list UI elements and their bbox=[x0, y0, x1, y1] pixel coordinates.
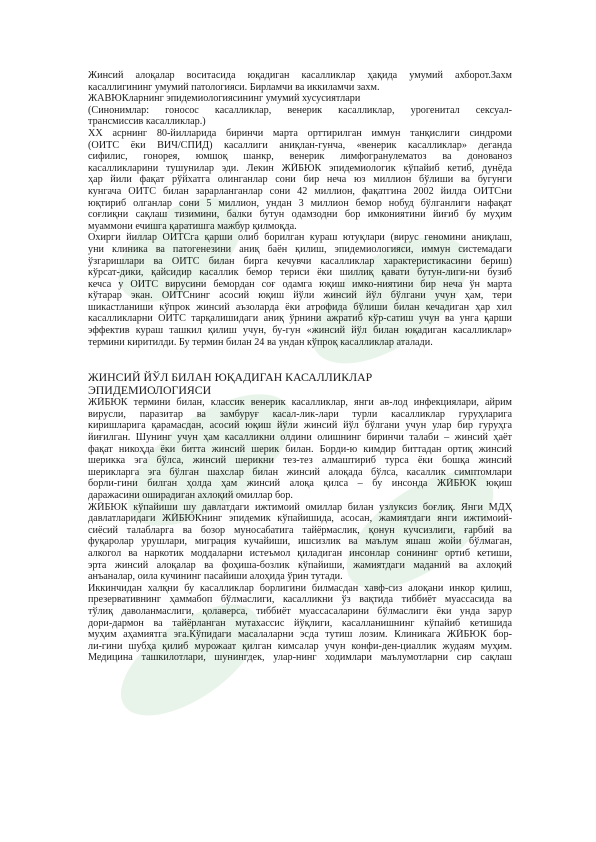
text-line: дори-дармон ва тайёрланган мутахассис йўқлиги, касалланишнинг кўпайиб кетишида bbox=[88, 617, 512, 629]
text-line: ЖАВЮКларнинг эпидемиологиясининг умумий хусусиятлари bbox=[88, 93, 361, 105]
text-line: тўлиқ даволанмаслиги, қолаверса, тиббиёт муассасаларини бўлмаслиги ёки унда зарур bbox=[88, 605, 512, 617]
section-epidemiology bbox=[88, 397, 512, 664]
text-line: сифилис, гонорея, юмшоқ шанкр, венерик лимфогранулематоз ва донованоз bbox=[88, 151, 512, 163]
text-line: фуқаролар урушлари, миграция кучайиши, ишсизлик ва маълум яшаш жойи бўлмаган, bbox=[88, 536, 512, 548]
text-line: киришларига қарамасдан, асосий юқиш йўли жинсий йўл бўлгани учун улар бир гуруҳга bbox=[88, 420, 512, 432]
text-line: касалликларни ОИТС тарқалишидаги аниқ ўрнини ажратиб кўр-сатиш учун ва унга қарши bbox=[88, 313, 512, 325]
text-line: XX асрнинг 80-йилларида биринчи марта орттирилган иммун танқислиги синдроми bbox=[88, 127, 512, 139]
text-line: давлатларидаги ЖЙБЮКнинг эпидемик кўпайишида, асосан, жамиятдаги янги ижтимоий- bbox=[88, 513, 512, 525]
text-line: муаммони ечишга қаратишга мажбур қилмоқда. bbox=[88, 220, 297, 232]
text-line: Жинсий алоқалар воситасида юқадиган касалликлар ҳақида умумий ахборот.Захм bbox=[88, 70, 512, 81]
text-line: эффектив кураш ташкил қилиш учун, бу-гун «жинсий йўл билан юқадиган касалликлар» bbox=[88, 325, 512, 337]
text-line: ли-гини шубҳа қилиб мурожаат қилган кимсалар учун конфи-ден-циаллик жудаям муҳим. bbox=[88, 640, 512, 652]
text-line: ЖЙБЮК кўпайиши шу давлатдаги ижтимоий омиллар билан узлуксиз боғлиқ. Янги МДҲ bbox=[88, 501, 512, 513]
text-line: ўзгаришлари ва ОИТС билан бирга кечувчи касалликлар характеристикасини бериш) bbox=[88, 255, 512, 267]
text-line: Охирги йиллар ОИТСга қарши олиб борилган кураш ютуқлари (вирус геномини аниқлаш, bbox=[88, 232, 512, 244]
text-line: йиғилган. Шунинг учун ҳам касалликни олдини олишнинг биринчи талаби – жинсий ҳаёт bbox=[88, 432, 512, 444]
text-line: презервативнинг ҳаммабоп бўлмаслиги, касалликни ўз вақтида тиббиёт муассасида ва bbox=[88, 594, 512, 606]
text-line: кунгача ОИТС билан зарарланганлар сони 42 миллион, фақатгина 2002 йилда ОИТСни bbox=[88, 185, 512, 197]
text-line: эрта жинсий алоқалар ва фоҳиша-бозлик кўпайиши, жамиятдаги маданий ва ахлоқий bbox=[88, 559, 512, 571]
text-line: анъаналар, оила кучининг пасайиши алоҳида ўрин тутади. bbox=[88, 571, 343, 583]
text-line: касалликларини тушунилар эди. Лекин ЖЙБЮК эпидемиологик кўпайиб кетиб, дунёда bbox=[88, 162, 512, 174]
text-line: сиёсий талабларга ва бозор муносабатига тайёрмаслик, қонун кучсизлиги, ғарбий ва bbox=[88, 524, 512, 536]
document-page bbox=[88, 70, 512, 664]
text-line: (Синонимлар: гонococ касалликлар, венерик касалликлар, урогенитал сексуал- bbox=[88, 104, 512, 116]
text-line: Иккинчидан халқни бу касалликлар борлигини билмасдан хавф-сиз алоқани инкор қилиш, bbox=[88, 582, 512, 594]
text-line: шерикларга эга бўлган шахслар билан жинсий алоқада бўлса, касаллик симптомлари bbox=[88, 466, 512, 478]
text-line: муҳим аҳамиятга эга.Кўпидаги масалаларни эсда тутиш лозим. Клиникага ЖЙБЮК бор- bbox=[88, 629, 512, 641]
text-line: борли-гини билган ҳолда ҳам жинсий алоқа қилса – бу инсонда ЖЙБЮК юқиш bbox=[88, 478, 512, 490]
text-line: ЖЙБЮК термини билан, классик венерик касалликлар, янги ав-лод инфекциялари, айрим bbox=[88, 397, 512, 409]
text-line: вирусли, паразитар ва замбуруғ касал-лик-лари турли касалликлар гуруҳларига bbox=[88, 408, 512, 420]
text-line: шерикка эга бўлса, жинсий шерикни тез-тез алмаштириб турса ёки бошқа жинсий bbox=[88, 455, 512, 467]
text-line: кўрсат-дики, қайсидир касаллик бемор териси ёки шиллиқ қавати бутун-лиги-ни бузиб bbox=[88, 267, 512, 279]
heading-line-2: ЭПИДЕМИОЛОГИЯСИ bbox=[88, 384, 212, 398]
text-line: термини киритилди. Бу термин билан 24 ва ундан кўпроқ касалликлар аталади. bbox=[88, 336, 433, 348]
text-line: соғлиқни сақлаш тизимини, балки бутун одамзодни бор имкониятини йиғиб бу муҳим bbox=[88, 209, 512, 221]
heading-line-1: ЖИНСИЙ ЙЎЛ БИЛАН ЮҚАДИГАН КАСАЛЛИКЛАР bbox=[88, 371, 373, 385]
text-line: трансмиссив касалликлар.) bbox=[88, 116, 206, 128]
text-line: касаллигининг умумий патологияси. Бирламчи ва иккиламчи захм. bbox=[88, 81, 380, 93]
text-line: (ОИТС ёки ВИЧ/СПИД) касаллиги аниқлан-гунча, «венерик касалликлар» деганда bbox=[88, 139, 512, 151]
text-line: кўтарар экан. ОИТСнинг асосий юқиш йўли жинсий йўл бўлгани учун ҳам, тери bbox=[88, 290, 512, 302]
text-line: шикастланиши кўпрок жинсий аъзоларда ёки атрофида бўлиши билан кечадиган ҳар хил bbox=[88, 301, 512, 313]
text-line: юқтириб олганлар сони 5 миллион, ундан 3 миллион бемор нобуд бўлганлиги нафақат bbox=[88, 197, 512, 209]
section-heading bbox=[88, 371, 512, 397]
text-line: Медицина ташкилотлари, шунингдек, улар-нинг ходимлари маълумотларни сир сақлаш bbox=[88, 652, 512, 664]
text-line: ҳар йили фақат рўйхатга олинганлар сони бир неча юз миллион бўлиши ва бугунги bbox=[88, 174, 512, 186]
text-line: даражасини оширадиган ахлоқий омиллар бор. bbox=[88, 490, 293, 501]
text-line: кечса у ОИТС вирусини бемордан соғ одамга юқиш имко-ниятини бир неча ўн марта bbox=[88, 278, 512, 290]
section-intro bbox=[88, 70, 512, 348]
text-line: алкогол ва наркотик моддаларни истеъмол қиладиган инсонлар сонининг ортиб кетиши, bbox=[88, 547, 512, 559]
text-line: уни клиника ва патогенезини аниқ баён қилиш, эпидемиологияси, иммун системадаги bbox=[88, 243, 512, 255]
text-line: фақат никоҳда ёки битта жинсий шерик билан. Борди-ю кимдир биттадан ортиқ жинсий bbox=[88, 443, 512, 455]
